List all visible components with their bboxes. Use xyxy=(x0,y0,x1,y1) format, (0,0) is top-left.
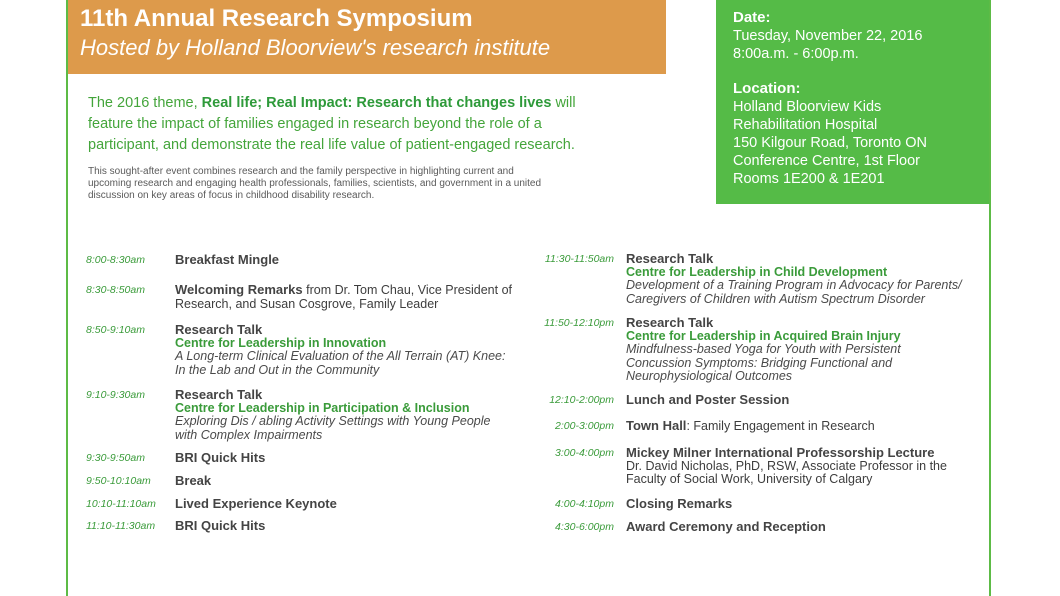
schedule-description: A Long-term Clinical Evaluation of the All Terrain (AT) Knee: In the Lab and Out in the Community xyxy=(175,349,506,377)
schedule-time: 12:10-2:00pm xyxy=(549,394,614,406)
location-line: 150 Kilgour Road, Toronto ON xyxy=(733,135,927,151)
schedule-time: 8:30-8:50am xyxy=(86,284,145,296)
schedule-title: Breakfast Mingle xyxy=(175,252,280,267)
schedule-title: Lived Experience Keynote xyxy=(175,496,337,511)
schedule-time: 10:10-11:10am xyxy=(86,498,156,510)
schedule-time: 8:50-9:10am xyxy=(86,324,145,336)
schedule-centre: Centre for Leadership in Acquired Brain Injury xyxy=(626,328,901,343)
schedule-title: Research Talk xyxy=(626,251,714,266)
schedule-title: Research Talk xyxy=(175,387,263,402)
schedule-detail: from Dr. Tom Chau, Vice President of Research, and Susan Cosgrove, Family Leader xyxy=(175,283,512,311)
page-subtitle: Hosted by Holland Bloorview's research institute xyxy=(80,35,551,60)
theme-paragraph xyxy=(88,93,608,156)
schedule-title: Lunch and Poster Session xyxy=(626,392,790,407)
schedule-detail: Dr. David Nicholas, PhD, RSW, Associate Professor in the Faculty of Social Work, University of Calgary xyxy=(626,458,947,486)
schedule-time: 4:30-6:00pm xyxy=(555,521,614,533)
theme-rest: will feature the impact of families engaged in research beyond the role of a participant, and demonstrate the real life value of patient-engaged research. xyxy=(88,95,576,153)
schedule-time: 8:00-8:30am xyxy=(86,254,145,266)
location-line: Rehabilitation Hospital xyxy=(733,117,878,133)
schedule-title: BRI Quick Hits xyxy=(175,518,266,533)
schedule-title: BRI Quick Hits xyxy=(175,450,266,465)
schedule-centre: Centre for Leadership in Innovation xyxy=(175,335,387,350)
schedule-title: Break xyxy=(175,473,212,488)
schedule-description: Development of a Training Program in Advocacy for Parents/ Caregivers of Children with Autism Spectrum Disorder xyxy=(626,278,962,306)
schedule-time: 9:30-9:50am xyxy=(86,452,145,464)
schedule-description: Exploring Dis / abling Activity Settings with Young People with Complex Impairments xyxy=(175,414,491,442)
theme-name: Real life; Real Impact: Research that changes lives xyxy=(201,95,552,111)
schedule-time: 11:10-11:30am xyxy=(86,520,156,532)
event-description: This sought-after event combines research and the family perspective in highlighting current and upcoming research and engaging health professionals, families, scientists, and government in a united discussion on key areas of focus in childhood disability research. xyxy=(88,166,542,201)
event-info-box xyxy=(716,0,989,204)
schedule-title: Welcoming Remarks xyxy=(175,282,303,297)
location-label: Location: xyxy=(733,80,801,97)
schedule-title: Closing Remarks xyxy=(626,496,733,511)
schedule-centre: Centre for Leadership in Child Development xyxy=(626,264,888,279)
left-border xyxy=(66,0,68,596)
theme-prefix: The 2016 theme, xyxy=(88,95,202,111)
schedule-time: 11:50-12:10pm xyxy=(544,317,614,329)
schedule-title: Research Talk xyxy=(175,322,263,337)
date-value: Tuesday, November 22, 2016 xyxy=(733,28,923,44)
schedule-time: 11:30-11:50am xyxy=(544,253,614,265)
schedule-title: Award Ceremony and Reception xyxy=(626,519,826,534)
time-value: 8:00a.m. - 6:00p.m. xyxy=(733,46,859,62)
schedule-centre: Centre for Leadership in Participation & Inclusion xyxy=(175,400,470,415)
schedule-time: 4:00-4:10pm xyxy=(555,498,614,510)
date-label: Date: xyxy=(733,9,771,26)
schedule-description: Mindfulness-based Yoga for Youth with Persistent Concussion Symptoms: Bridging Functional and Neurophysiological Outcomes xyxy=(626,342,901,383)
schedule-time: 9:50-10:10am xyxy=(86,475,151,487)
schedule-title: Mickey Milner International Professorship Lecture xyxy=(626,445,935,460)
schedule-time: 2:00-3:00pm xyxy=(555,420,614,432)
location-line: Holland Bloorview Kids xyxy=(733,99,882,115)
location-line: Conference Centre, 1st Floor xyxy=(733,153,920,169)
location-line: Rooms 1E200 & 1E201 xyxy=(733,171,885,187)
header-banner xyxy=(68,0,666,74)
schedule-detail: : Family Engagement in Research xyxy=(686,419,875,433)
schedule-time: 3:00-4:00pm xyxy=(555,447,614,459)
schedule-title: Town Hall xyxy=(626,418,687,433)
right-border xyxy=(989,0,991,596)
page-title: 11th Annual Research Symposium xyxy=(80,5,473,32)
schedule-title: Research Talk xyxy=(626,315,714,330)
schedule-time: 9:10-9:30am xyxy=(86,389,145,401)
